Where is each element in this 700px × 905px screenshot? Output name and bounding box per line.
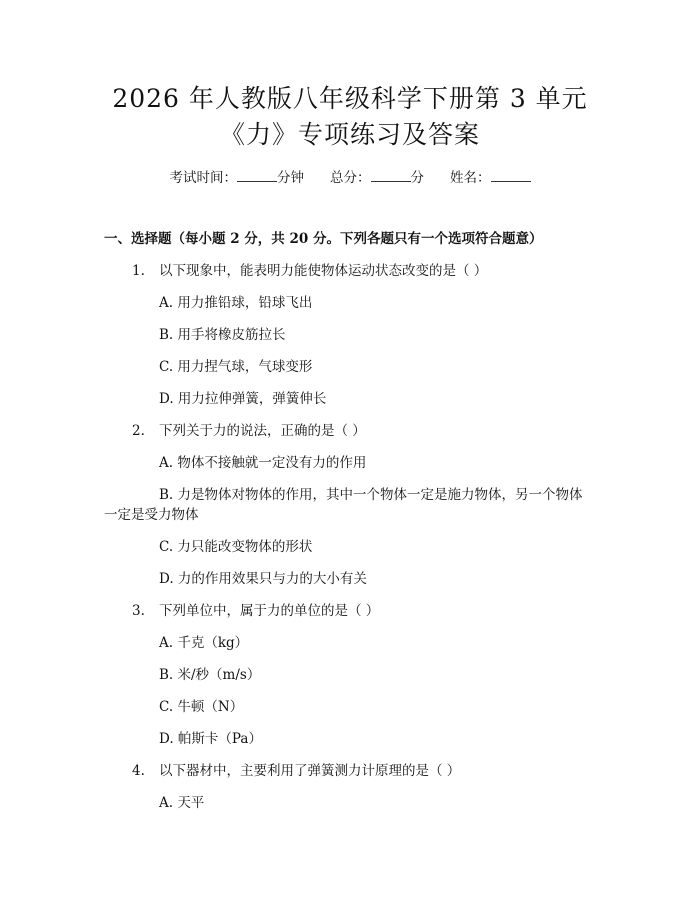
score-label: 总分： bbox=[330, 170, 371, 186]
question-number: 2. bbox=[132, 423, 145, 439]
option-3c: C. 牛顿（N） bbox=[159, 699, 244, 715]
question-text: 以下现象中，能表明力能使物体运动状态改变的是（ ） bbox=[159, 263, 488, 279]
option-3a: A. 千克（kg） bbox=[159, 635, 249, 651]
option-3b: B. 米/秒（m/s） bbox=[159, 667, 261, 683]
question-number: 3. bbox=[132, 603, 145, 619]
score-blank bbox=[371, 168, 411, 182]
time-label: 考试时间： bbox=[169, 170, 237, 186]
name-blank bbox=[491, 168, 531, 182]
option-3d: D. 帕斯卡（Pa） bbox=[159, 731, 262, 747]
time-blank bbox=[237, 168, 277, 182]
option-2b-continued: 一定是受力物体 bbox=[104, 507, 199, 523]
option-4a: A. 天平 bbox=[159, 795, 205, 811]
option-1d: D. 用力拉伸弹簧，弹簧伸长 bbox=[159, 391, 327, 407]
question-2 bbox=[132, 422, 366, 440]
question-4 bbox=[132, 762, 460, 780]
question-number: 1. bbox=[132, 263, 145, 279]
title-line-1: 2026 年人教版八年级科学下册第 3 单元 bbox=[112, 84, 588, 113]
option-2d: D. 力的作用效果只与力的大小有关 bbox=[159, 571, 367, 587]
option-1b: B. 用手将橡皮筋拉长 bbox=[159, 327, 286, 343]
option-1c: C. 用力捏气球，气球变形 bbox=[159, 359, 313, 375]
option-1a: A. 用力推铅球，铅球飞出 bbox=[159, 295, 313, 311]
question-text: 以下器材中，主要利用了弹簧测力计原理的是（ ） bbox=[159, 763, 461, 779]
name-label: 姓名： bbox=[450, 170, 491, 186]
question-1 bbox=[132, 262, 487, 280]
option-2a: A. 物体不接触就一定没有力的作用 bbox=[159, 455, 367, 471]
exam-info-row bbox=[0, 168, 700, 187]
question-3 bbox=[132, 602, 379, 620]
time-unit: 分钟 bbox=[277, 170, 304, 186]
question-text: 下列关于力的说法，正确的是（ ） bbox=[159, 423, 366, 439]
question-number: 4. bbox=[132, 763, 145, 779]
option-2b: B. 力是物体对物体的作用，其中一个物体一定是施力物体，另一个物体 bbox=[159, 487, 583, 503]
option-2c: C. 力只能改变物体的形状 bbox=[159, 539, 313, 555]
score-unit: 分 bbox=[410, 170, 424, 186]
title-line-2: 《力》专项练习及答案 bbox=[219, 120, 480, 149]
section-heading: 一、选择题（每小题 2 分，共 20 分。下列各题只有一个选项符合题意） bbox=[104, 231, 543, 247]
question-text: 下列单位中，属于力的单位的是（ ） bbox=[159, 603, 380, 619]
